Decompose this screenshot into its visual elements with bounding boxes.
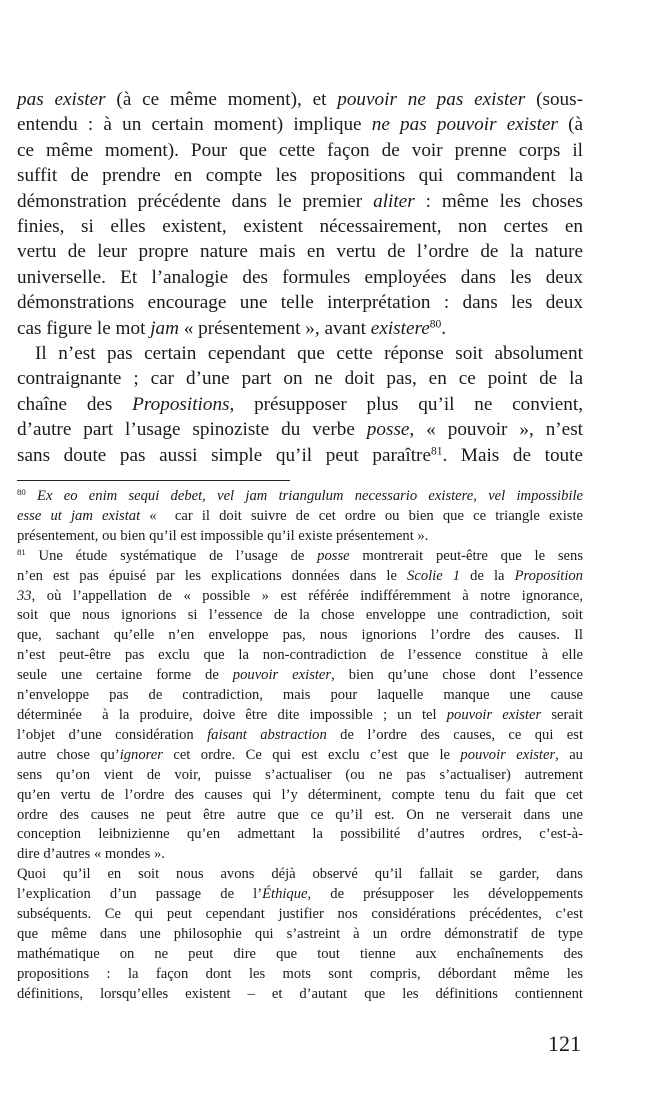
text-run: , au — [555, 746, 583, 763]
text-run: définitions, lorsqu’elles existent – et d’autant que les définitions contiennent — [17, 985, 583, 1002]
text-run: , présupposer plus qu’il ne convient, — [229, 393, 583, 415]
italic-text: esse ut jam existat — [17, 507, 141, 524]
footnote-line — [17, 985, 583, 1005]
text-run: dire d’autres « mondes ». — [17, 846, 165, 863]
text-run: finies, si elles existent, existent nécessairement, non certes en — [17, 216, 583, 238]
footnote-line — [17, 606, 583, 626]
text-run: vertu de leur propre nature mais en vertu de l’ordre de la nature — [17, 241, 583, 263]
text-run: , bien qu’une chose dont l’essence — [331, 667, 583, 684]
footnote-line — [17, 945, 583, 965]
italic-text: existere — [370, 317, 430, 339]
footnote-line — [17, 507, 583, 527]
body-line — [17, 163, 583, 188]
footnotes — [17, 487, 583, 1005]
text-run: « car il doit suivre de cet ordre ou bien que ce triangle existe — [140, 507, 583, 524]
italic-text: pouvoir ne pas exister — [337, 89, 526, 110]
footnote-line — [17, 706, 583, 726]
text-run: Une étude systématique de l’usage de — [25, 547, 318, 564]
body-line — [17, 138, 583, 163]
text-run: (sous- — [525, 89, 583, 110]
footnote-line — [17, 865, 583, 885]
footnote-line — [17, 845, 583, 865]
footnote-line — [17, 885, 583, 905]
text-run: montrerait peut-être que le sens — [349, 547, 583, 564]
body-line — [17, 214, 583, 239]
footnote-separator — [17, 480, 290, 481]
italic-text: Scolie 1 — [407, 567, 461, 584]
body-line — [17, 189, 583, 214]
footnote-line — [17, 965, 583, 985]
text-run: , « pouvoir », n’est — [409, 419, 583, 441]
text-run: soit que nous ignorions si l’essence de la chose enveloppe une contradiction, soit — [17, 607, 583, 624]
italic-text: pouvoir exister — [446, 706, 542, 723]
footnote-line — [17, 666, 583, 686]
text-run: présentement, ou bien qu’il est impossible qu’il existe présentement ». — [17, 527, 429, 544]
text-run: (à — [557, 114, 583, 136]
italic-text: posse — [366, 419, 410, 441]
italic-text: Proposition — [514, 567, 583, 584]
body-line — [17, 316, 583, 341]
footnote-line — [17, 487, 583, 507]
text-run: subséquents. Ce qui peut cependant justifier nos considérations précédentes, c’est — [17, 906, 583, 923]
footnote-line — [17, 646, 583, 666]
text-run: propositions : la façon dont les mots sont compris, débordant même les — [17, 965, 583, 982]
text-run: n’enveloppe pas de contradiction, mais pour laquelle manque une cause — [17, 687, 583, 704]
text-run: chaîne des — [17, 393, 133, 415]
text-run: autre chose qu’ — [17, 746, 120, 763]
italic-text: ignorer — [119, 746, 163, 763]
text-run: l’objet d’une considération — [17, 726, 208, 743]
text-run: de l’ordre des causes, ce qui est — [326, 726, 583, 743]
footnote-line — [17, 567, 583, 587]
footnote-line — [17, 825, 583, 845]
body-line — [17, 417, 583, 442]
text-run: entendu : à un certain moment) implique — [17, 114, 372, 136]
italic-text: 33 — [17, 587, 32, 604]
text-run: . — [441, 317, 447, 339]
body-line — [17, 239, 583, 264]
text-run: démonstration précédente dans le premier — [17, 190, 374, 212]
text-run: universelle. Et l’analogie des formules employées dans les deux — [17, 266, 583, 288]
footnote-reference: 81 — [17, 546, 26, 557]
italic-text: aliter — [373, 190, 415, 212]
text-run: Quoi qu’il en soit nous avons déjà observé qu’il fallait se garder, dans — [17, 866, 583, 883]
footnote-line — [17, 626, 583, 646]
italic-text: pas exister — [17, 89, 106, 110]
text-run: . Mais de toute — [442, 444, 583, 466]
footnote-line — [17, 806, 583, 826]
body-line — [17, 341, 583, 366]
italic-text: jam — [150, 317, 179, 339]
footnote-reference: 81 — [430, 445, 443, 458]
text-run: de la — [460, 567, 515, 584]
text-run: , de présupposer les développements — [307, 886, 583, 903]
text-run: que même dans une philosophie qui s’astreint à un ordre démonstratif de type — [17, 925, 583, 942]
body-line — [17, 443, 583, 468]
footnote-reference: 80 — [17, 487, 26, 498]
text-run: : même les choses — [414, 190, 583, 212]
page-number: 121 — [548, 1031, 581, 1056]
text-run: mathématique on ne peut dire que tout tienne aux enchaînements des — [17, 945, 583, 962]
text-run: sens qu’on vient de voir, puisse s’actualiser (ou ne pas s’actualiser) autrement — [17, 766, 583, 783]
italic-text: ne pas pouvoir exister — [371, 114, 558, 136]
main-text — [17, 87, 583, 468]
footnote-line — [17, 726, 583, 746]
footnote-line — [17, 925, 583, 945]
text-run: déterminée à la produire, doive être dite impossible ; un tel — [17, 706, 447, 723]
text-run: l’explication d’un passage de l’ — [17, 886, 263, 903]
text-run: démonstrations encourage une telle interprétation : dans les deux — [17, 292, 583, 314]
text-run: d’autre part l’usage spinoziste du verbe — [17, 419, 367, 441]
italic-text: Ex eo enim sequi debet, vel jam triangulum necessario existere, vel impossibile — [37, 488, 583, 504]
text-run: Il n’est pas certain cependant que cette réponse soit absolument — [35, 343, 583, 365]
italic-text: pouvoir exister — [232, 667, 332, 684]
body-line — [17, 112, 583, 137]
footnote-line — [17, 746, 583, 766]
italic-text: pouvoir exister — [460, 746, 556, 763]
italic-text: Éthique — [262, 886, 308, 903]
italic-text: posse — [317, 547, 350, 564]
text-run: sans doute pas aussi simple qu’il peut paraître — [17, 444, 431, 466]
body-line — [17, 392, 583, 417]
text-run — [26, 488, 37, 504]
body-line — [17, 366, 583, 391]
footnote-line — [17, 527, 583, 547]
italic-text: faisant abstraction — [207, 726, 327, 743]
text-run: ce même moment). Pour que cette façon de voir prenne corps il — [17, 139, 583, 161]
text-run: « présentement », avant — [178, 317, 371, 339]
text-run: suffit de prendre en compte les propositions qui commandent la — [17, 165, 583, 187]
text-run: que, sachant qu’elle n’en enveloppe pas, nous ignorions l’ordre des causes. Il — [17, 627, 583, 644]
italic-text: Propositions — [132, 393, 230, 415]
text-run: contraignante ; car d’une part on ne doit pas, en ce point de la — [17, 368, 583, 390]
text-run: qu’en vertu de l’ordre des causes qui l’y déterminent, compte tenu du fait que cet — [17, 786, 583, 803]
footnote-line — [17, 587, 583, 607]
footnote-line — [17, 547, 583, 567]
body-line — [17, 265, 583, 290]
text-run: cet ordre. Ce qui est exclu c’est que le — [162, 746, 461, 763]
text-run: cas figure le mot — [17, 317, 151, 339]
text-run: n’est peut-être pas exclu que la non-contradiction de l’essence constitue à elle — [17, 647, 583, 664]
text-run: conception leibnizienne qu’en admettant la possibilité d’autres ordres, c’est-à- — [17, 826, 583, 843]
footnote-line — [17, 905, 583, 925]
footnote-line — [17, 786, 583, 806]
footnote-line — [17, 766, 583, 786]
text-run: (à ce même moment), et — [105, 89, 338, 110]
footnote-line — [17, 686, 583, 706]
text-run: n’en est pas épuisé par les explications données dans le — [17, 567, 408, 584]
text-run: serait — [541, 706, 583, 723]
body-line — [17, 290, 583, 315]
body-line — [17, 87, 583, 112]
text-run: seule une certaine forme de — [17, 667, 233, 684]
text-run: , où l’appellation de « possible » est référée indifféremment à notre ignorance, — [31, 587, 583, 604]
text-run: ordre des causes ne peut être autre que ce qu’il est. On ne verserait dans une — [17, 806, 583, 823]
footnote-reference: 80 — [429, 318, 442, 331]
